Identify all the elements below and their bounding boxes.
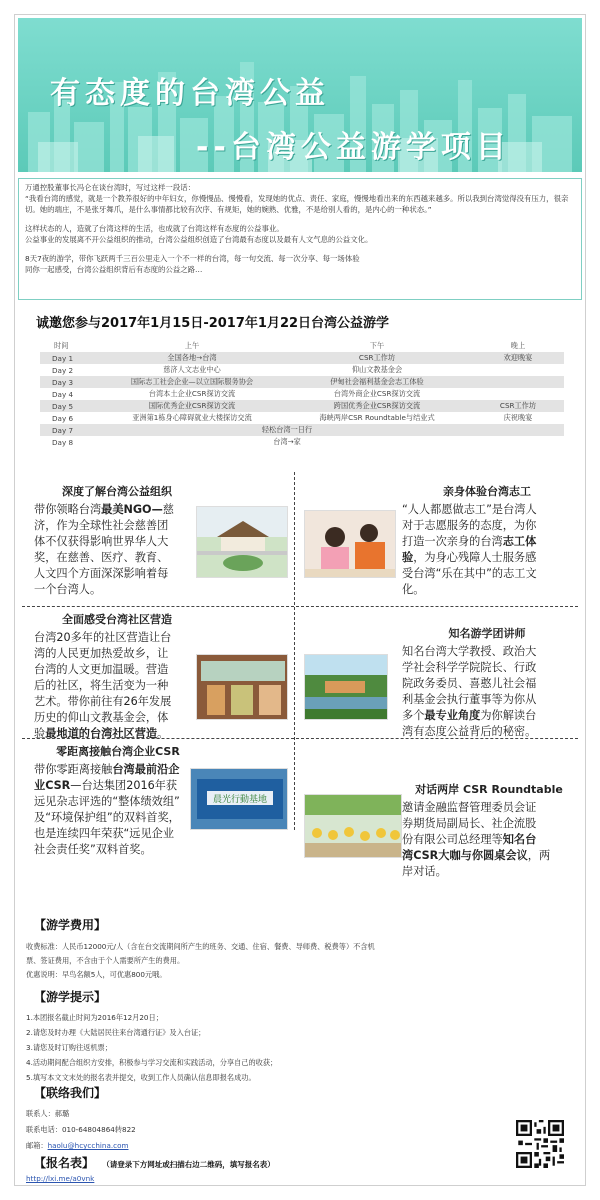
col-header-time: 时间 — [54, 341, 69, 350]
pm-cell: 伊甸社会福利基金会志工体验 — [282, 376, 472, 388]
eve-cell — [472, 388, 564, 400]
feature-card: 知名游学团讲师 知名台湾大学教授、政治大 学社会科学学院院长、行政 院政务委员、喜憨儿社会福 利基金会执行董事等为你从 多个最专业角度为你解读台 湾有态度公益背后的秘密。 — [402, 626, 572, 740]
eve-cell — [472, 376, 564, 388]
am-cell: 亚洲第1栋身心障碍就业大楼探访交流 — [132, 413, 252, 422]
header-banner — [18, 18, 582, 172]
card-title: 深度了解台湾公益组织 — [62, 485, 172, 498]
eve-cell: 庆祝晚宴 — [503, 413, 533, 422]
intro-paragraph: 8天7夜的游学，带你飞跃两千三百公里走入一个不一样的台湾，每一句交流、每一次分享、每一场体验 — [25, 254, 360, 263]
qr-code-icon[interactable] — [516, 1120, 564, 1168]
tips-heading: 【游学提示】 — [34, 990, 107, 1004]
day-cell: Day 4 — [52, 389, 74, 399]
intro-paragraph: 万通控股董事长冯仑在谈台湾时，写过这样一段话： — [25, 183, 195, 192]
feature-card: 零距离接触台湾企业CSR 带你零距离接触台湾最前沿企 业CSR—台达集团2016年获 远见杂志评选的“整体绩效组” 及“环境保护组”的双料首奖， 也是连续四年荣获“远见企业 社会责任奖”双料首奖。 — [34, 744, 196, 858]
card-title: 亲身体验台湾志工 — [443, 485, 531, 498]
fees-heading: 【游学费用】 — [34, 918, 107, 932]
am-cell: 国际志工社会企业—以立国际服务协会 — [102, 376, 282, 388]
pm-cell: 台湾外商企业CSR探访交流 — [333, 389, 421, 398]
fees-text: 收费标准：人民币12000元/人（含在台交流期间所产生的班务、交通、住宿、餐费、导师费、税费等）不含机 票、签证费用，不含由于个人需要所产生的费用。 优惠说明：早鸟名额5人，可优惠800元哦。 — [26, 942, 375, 979]
feature-card: 对话两岸 CSR Roundtable 邀请金融监督管理委员会证 券期货局副局长、社企流股 份有限公司总经理等知名台 湾CSR大咖与你圆桌会议，两 岸对话。 — [402, 782, 576, 880]
eve-cell: 欢迎晚宴 — [472, 352, 564, 364]
list-item: 1.本团报名截止时间为2016年12月20日； — [26, 1013, 163, 1022]
table-row — [40, 436, 564, 448]
pm-cell: CSR工作坊 — [282, 352, 472, 364]
feature-card: 深度了解台湾公益组织 带你领略台湾最美NGO—慈 济，作为全球性社会慈善团 体不仅获得影响世界华人大 奖，在慈善、医疗、教育、 人文四个方面深深影响着每 一个台湾人。 — [34, 484, 194, 598]
banner-subtitle: --台湾公益游学项目 — [196, 130, 511, 165]
table-header-row — [40, 340, 564, 352]
table-row — [40, 352, 564, 364]
intro-paragraph: “我看台湾的感觉，就是一个教养很好的中年妇女，你慢慢品、慢慢看，发现她的优点、责任、家庭，慢慢地看出来的东西越来越多。所以我到台湾觉得没有压力，很亲切。她的端庄，不是张牙舞爪，是什么事情都比较有次序、有规矩，她的婉熟、优雅，不是给别人看的，是内心的一种状态。” — [25, 194, 569, 214]
pm-cell: 海峡两岸CSR Roundtable与结业式 — [319, 413, 435, 422]
merged-cell: 轻松台湾一日行 — [102, 424, 472, 436]
contact-info: 联系人：郝璐 联系电话：010-64804864转822 邮箱：haolu@hcycchina.com — [26, 1106, 446, 1154]
card-title: 零距离接触台湾企业CSR — [56, 745, 180, 758]
eve-cell: CSR工作坊 — [472, 400, 564, 412]
feature-card: 全面感受台湾社区营造 台湾20多年的社区营造让台 湾的人民更加热爱故乡，让 台湾的人文更加温暖。营造 后的社区，将生活变为一种 艺术。带你前往有26年发展 历史的仰山文教基金会，体 验最地道的台湾社区营造。 — [34, 612, 194, 742]
eve-cell — [472, 364, 564, 376]
table-row — [40, 388, 564, 400]
form-note: （请登录下方网址或扫描右边二维码，填写报名表） — [102, 1160, 275, 1169]
day-cell: Day 7 — [40, 424, 102, 436]
merged-cell: 台湾→家 — [273, 437, 301, 446]
grid-divider — [22, 606, 578, 607]
photo-sign: 晨光行動基地 — [212, 795, 268, 805]
day-cell: Day 6 — [52, 413, 74, 423]
card-title: 知名游学团讲师 — [448, 627, 526, 640]
grid-divider — [294, 472, 295, 830]
pm-cell: 仰山文教基金会 — [351, 365, 403, 374]
col-header-am: 上午 — [184, 341, 200, 350]
email-link[interactable]: haolu@hcycchina.com — [47, 1141, 129, 1150]
day-cell: Day 8 — [52, 437, 74, 447]
tzu-chi-photo — [196, 506, 288, 578]
intro-paragraph: 同你一起感受，台湾公益组织背后有态度的公益之路… — [25, 265, 203, 274]
intro-paragraph: 这样状态的人，造就了台湾这样的生活，也成就了台湾这样有态度的公益事业。 — [25, 224, 284, 233]
community-photo — [196, 654, 288, 720]
day-cell: Day 1 — [40, 352, 102, 364]
invite-heading: 诚邀您参与2017年1月15日-2017年1月22日台湾公益游学 — [36, 316, 390, 331]
schedule-table — [40, 340, 564, 448]
table-row — [40, 412, 564, 424]
form-heading-row — [34, 1154, 275, 1171]
table-row — [40, 376, 564, 388]
table-row — [40, 424, 564, 436]
tips-list — [26, 1010, 446, 1085]
day-cell: Day 3 — [40, 376, 102, 388]
list-item: 4.活动期间配合组织方安排，积极参与学习交流和实践活动，分享自己的收获； — [26, 1058, 278, 1067]
delta-building-photo — [190, 768, 288, 830]
list-item: 3.请您及时订购往返机票； — [26, 1043, 112, 1052]
card-title: 对话两岸 CSR Roundtable — [415, 783, 563, 796]
campus-photo — [304, 654, 388, 720]
day-cell: Day 5 — [40, 400, 102, 412]
table-row — [40, 364, 564, 376]
intro-box — [18, 178, 582, 300]
list-item: 5.填写本文文末处的报名表并提交，收到工作人员确认信息即报名成功。 — [26, 1073, 256, 1082]
volunteer-photo — [304, 510, 396, 578]
am-cell: 全国各地→台湾 — [102, 352, 282, 364]
table-row — [40, 400, 564, 412]
contact-person: 联系人：郝璐 — [26, 1109, 70, 1118]
am-cell: 国际优秀企业CSR探访交流 — [102, 400, 282, 412]
intro-paragraph: 公益事业的发展离不开公益组织的推动，台湾公益组织创造了台湾最有态度以及最有人文气息的公益文化。 — [25, 235, 373, 244]
pm-cell: 跨国优秀企业CSR探访交流 — [282, 400, 472, 412]
am-cell: 慈济人文志业中心 — [163, 365, 221, 374]
card-title: 全面感受台湾社区营造 — [62, 613, 172, 626]
roundtable-photo — [304, 794, 402, 858]
banner-title: 有态度的台湾公益 — [50, 76, 330, 111]
form-heading: 【报名表】 — [34, 1156, 95, 1170]
contact-phone: 联系电话：010-64804864转822 — [26, 1125, 136, 1134]
form-url-link[interactable]: http://lxi.me/a0vnk — [26, 1174, 95, 1183]
day-cell: Day 2 — [52, 365, 74, 375]
am-cell: 台湾本土企业CSR探访交流 — [148, 389, 236, 398]
contact-heading: 【联络我们】 — [34, 1086, 107, 1100]
feature-card: 亲身体验台湾志工 “人人都愿做志工”是台湾人 对于志愿服务的态度，为你 打造一次亲身的台湾志工体 验，为身心残障人士服务感 受台湾“乐在其中”的志工文 化。 — [402, 484, 572, 598]
col-header-pm: 下午 — [369, 341, 385, 350]
list-item: 2.请您及时办理《大陆居民往来台湾通行证》及入台证； — [26, 1028, 206, 1037]
col-header-eve: 晚上 — [510, 341, 526, 350]
